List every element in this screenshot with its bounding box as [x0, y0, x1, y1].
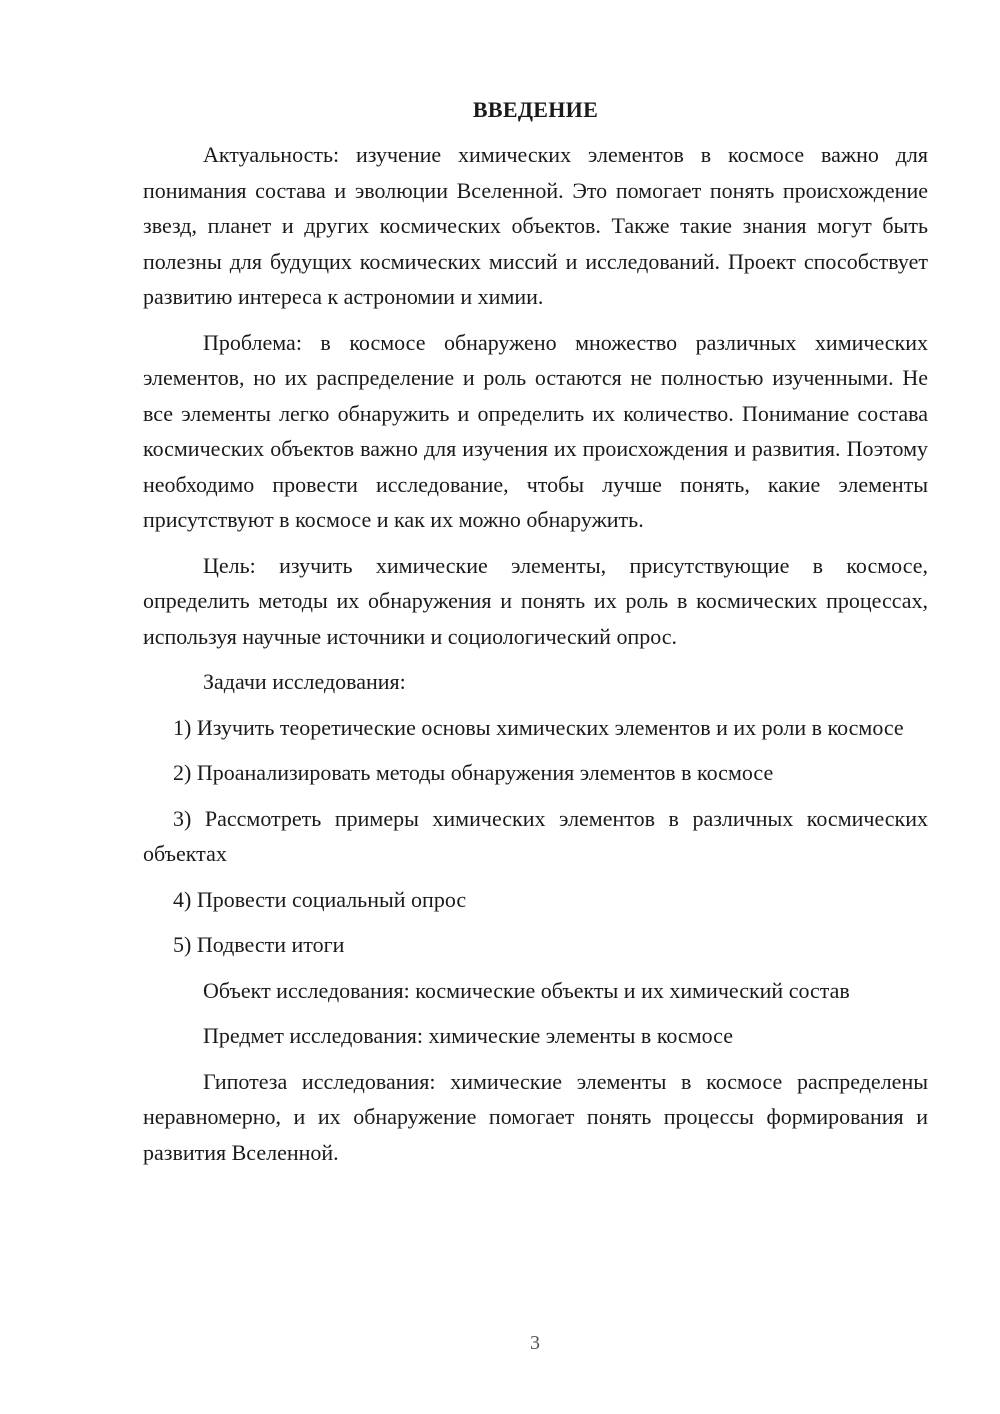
task-item-2: 2) Проанализировать методы обнаружения элементов в космосе: [173, 760, 774, 785]
tasks-heading: Задачи исследования:: [203, 669, 406, 694]
relevance-paragraph: Актуальность: изучение химических элементов в космосе важно для понимания состава и эволюции Вселенной. Это помогает понять происхождение звезд, планет и других космических объектов. Также такие знания могут быть полезны для будущих космических миссий и исследований. Проект способствует развитию интереса к астрономии и химии.: [143, 142, 928, 309]
hypothesis-paragraph: Гипотеза исследования: химические элементы в космосе распределены неравномерно, и их обнаружение помогает понять процессы формирования и развития Вселенной.: [143, 1068, 928, 1165]
subject-paragraph: Предмет исследования: химические элементы в космосе: [203, 1023, 733, 1048]
page-content: [143, 92, 928, 1170]
page-number: 3: [530, 1332, 540, 1354]
tasks-list: [143, 710, 928, 963]
task-item-3: 3) Рассмотреть примеры химических элементов в различных космических объектах: [143, 805, 928, 866]
task-item-1: 1) Изучить теоретические основы химических элементов и их роли в космосе: [173, 714, 904, 740]
page-title: ВВЕДЕНИЕ: [472, 97, 599, 122]
task-item-5: 5) Подвести итоги: [173, 932, 345, 957]
problem-paragraph: Проблема: в космосе обнаружено множество различных химических элементов, но их распределение и роль остаются не полностью изученными. Не все элементы легко обнаружить и определить их количество. Понимание состава космических объектов важно для изучения их происхождения и развития. Поэтому необходимо провести исследование, чтобы лучше понять, какие элементы присутствуют в космосе и как их можно обнаружить.: [143, 329, 928, 532]
object-paragraph: Объект исследования: космические объекты и их химический состав: [203, 977, 850, 1003]
goal-paragraph: Цель: изучить химические элементы, присутствующие в космосе, определить методы их обнаружения и понять их роль в космических процессах, используя научные источники и социологический опрос.: [143, 552, 928, 649]
task-item-4: 4) Провести социальный опрос: [173, 886, 467, 912]
